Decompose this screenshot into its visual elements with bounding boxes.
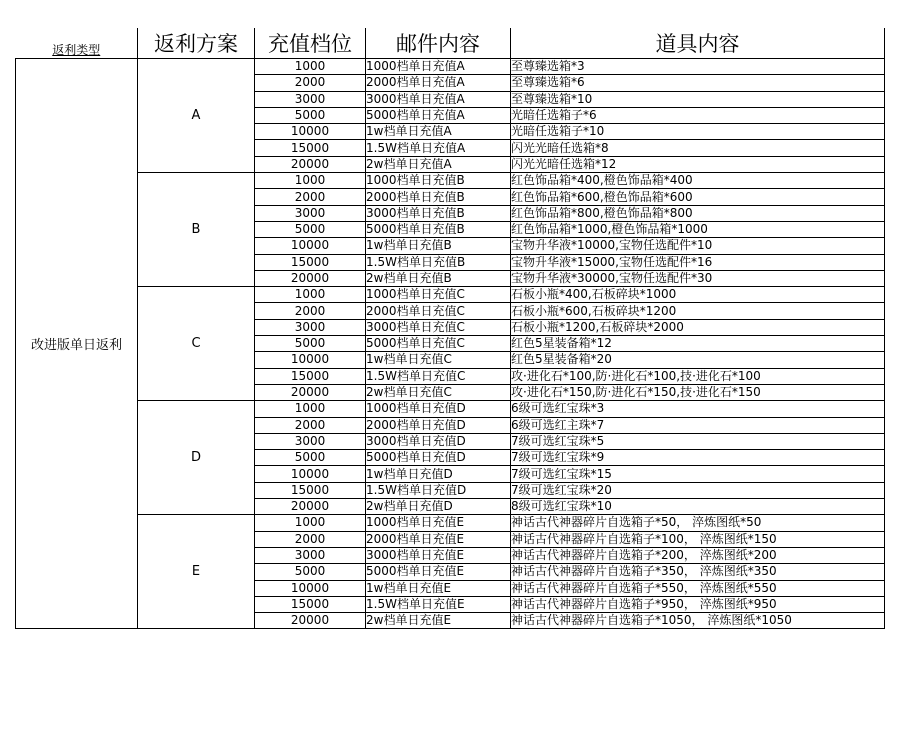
items-cell: 6级可选红主珠*7 [511, 417, 885, 433]
mail-cell: 2w档单日充值B [366, 270, 511, 286]
mail-cell: 1w档单日充值D [366, 466, 511, 482]
items-cell: 宝物升华液*30000,宝物任选配件*30 [511, 270, 885, 286]
mail-cell: 2w档单日充值E [366, 613, 511, 629]
items-cell: 石板小瓶*400,石板碎块*1000 [511, 287, 885, 303]
tier-cell: 3000 [255, 91, 366, 107]
tier-cell: 15000 [255, 596, 366, 612]
tier-cell: 1000 [255, 287, 366, 303]
tier-cell: 20000 [255, 156, 366, 172]
header-tier: 充值档位 [255, 28, 366, 59]
mail-cell: 1w档单日充值A [366, 124, 511, 140]
mail-cell: 1w档单日充值C [366, 352, 511, 368]
mail-cell: 5000档单日充值A [366, 107, 511, 123]
items-cell: 红色饰品箱*600,橙色饰品箱*600 [511, 189, 885, 205]
mail-cell: 3000档单日充值E [366, 547, 511, 563]
items-cell: 红色5星装备箱*12 [511, 336, 885, 352]
mail-cell: 5000档单日充值D [366, 450, 511, 466]
items-cell: 红色饰品箱*400,橙色饰品箱*400 [511, 173, 885, 189]
items-cell: 神话古代神器碎片自选箱子*950， 淬炼图纸*950 [511, 596, 885, 612]
tier-cell: 3000 [255, 547, 366, 563]
items-cell: 6级可选红宝珠*3 [511, 401, 885, 417]
items-cell: 红色饰品箱*1000,橙色饰品箱*1000 [511, 221, 885, 237]
mail-cell: 2w档单日充值A [366, 156, 511, 172]
tier-cell: 2000 [255, 531, 366, 547]
tier-cell: 2000 [255, 303, 366, 319]
table-row [16, 59, 885, 75]
tier-cell: 5000 [255, 450, 366, 466]
mail-cell: 3000档单日充值A [366, 91, 511, 107]
tier-cell: 5000 [255, 107, 366, 123]
tier-cell: 20000 [255, 613, 366, 629]
items-cell: 攻·进化石*150,防·进化石*150,技·进化石*150 [511, 384, 885, 400]
table-row [16, 287, 885, 303]
items-cell: 至尊臻选箱*10 [511, 91, 885, 107]
tier-cell: 1000 [255, 59, 366, 75]
items-cell: 闪光光暗任选箱*8 [511, 140, 885, 156]
mail-cell: 1.5W档单日充值B [366, 254, 511, 270]
items-cell: 神话古代神器碎片自选箱子*550， 淬炼图纸*550 [511, 580, 885, 596]
tier-cell: 3000 [255, 205, 366, 221]
tier-cell: 2000 [255, 189, 366, 205]
tier-cell: 15000 [255, 482, 366, 498]
tier-cell: 20000 [255, 384, 366, 400]
items-cell: 石板小瓶*600,石板碎块*1200 [511, 303, 885, 319]
tier-cell: 20000 [255, 499, 366, 515]
items-cell: 7级可选红宝珠*5 [511, 433, 885, 449]
mail-cell: 2000档单日充值B [366, 189, 511, 205]
plan-cell: B [138, 173, 255, 287]
items-cell: 7级可选红宝珠*9 [511, 450, 885, 466]
mail-cell: 1.5W档单日充值A [366, 140, 511, 156]
tier-cell: 1000 [255, 173, 366, 189]
header-plan: 返利方案 [138, 28, 255, 59]
plan-cell: C [138, 287, 255, 401]
items-cell: 闪光光暗任选箱*12 [511, 156, 885, 172]
mail-cell: 5000档单日充值B [366, 221, 511, 237]
tier-cell: 10000 [255, 124, 366, 140]
tier-cell: 1000 [255, 515, 366, 531]
tier-cell: 1000 [255, 401, 366, 417]
mail-cell: 2000档单日充值E [366, 531, 511, 547]
items-cell: 攻·进化石*100,防·进化石*100,技·进化石*100 [511, 368, 885, 384]
plan-cell: D [138, 401, 255, 515]
items-cell: 神话古代神器碎片自选箱子*1050， 淬炼图纸*1050 [511, 613, 885, 629]
tier-cell: 10000 [255, 580, 366, 596]
mail-cell: 2000档单日充值C [366, 303, 511, 319]
tier-cell: 15000 [255, 368, 366, 384]
items-cell: 8级可选红宝珠*10 [511, 499, 885, 515]
table-row [16, 173, 885, 189]
mail-cell: 1000档单日充值D [366, 401, 511, 417]
tier-cell: 2000 [255, 75, 366, 91]
items-cell: 神话古代神器碎片自选箱子*100， 淬炼图纸*150 [511, 531, 885, 547]
table-row [16, 515, 885, 531]
tier-cell: 5000 [255, 336, 366, 352]
tier-cell: 10000 [255, 466, 366, 482]
mail-cell: 1000档单日充值E [366, 515, 511, 531]
items-cell: 宝物升华液*10000,宝物任选配件*10 [511, 238, 885, 254]
mail-cell: 3000档单日充值C [366, 319, 511, 335]
mail-cell: 1000档单日充值C [366, 287, 511, 303]
mail-cell: 1000档单日充值A [366, 59, 511, 75]
tier-cell: 3000 [255, 319, 366, 335]
items-cell: 至尊臻选箱*6 [511, 75, 885, 91]
items-cell: 神话古代神器碎片自选箱子*200， 淬炼图纸*200 [511, 547, 885, 563]
plan-cell: E [138, 515, 255, 629]
items-cell: 7级可选红宝珠*20 [511, 482, 885, 498]
items-cell: 神话古代神器碎片自选箱子*350， 淬炼图纸*350 [511, 564, 885, 580]
plan-cell: A [138, 59, 255, 173]
tier-cell: 10000 [255, 238, 366, 254]
tier-cell: 2000 [255, 417, 366, 433]
items-cell: 7级可选红宝珠*15 [511, 466, 885, 482]
tier-cell: 15000 [255, 254, 366, 270]
header-mail: 邮件内容 [366, 28, 511, 59]
mail-cell: 1w档单日充值E [366, 580, 511, 596]
items-cell: 石板小瓶*1200,石板碎块*2000 [511, 319, 885, 335]
mail-cell: 2000档单日充值A [366, 75, 511, 91]
items-cell: 光暗任选箱子*6 [511, 107, 885, 123]
mail-cell: 2w档单日充值D [366, 499, 511, 515]
items-cell: 宝物升华液*15000,宝物任选配件*16 [511, 254, 885, 270]
header-row [16, 28, 885, 59]
mail-cell: 1000档单日充值B [366, 173, 511, 189]
items-cell: 神话古代神器碎片自选箱子*50， 淬炼图纸*50 [511, 515, 885, 531]
rebate-table [15, 28, 885, 629]
items-cell: 至尊臻选箱*3 [511, 59, 885, 75]
header-items: 道具内容 [511, 28, 885, 59]
header-rebate-type: 返利类型 [16, 28, 138, 59]
tier-cell: 15000 [255, 140, 366, 156]
tier-cell: 10000 [255, 352, 366, 368]
items-cell: 红色5星装备箱*20 [511, 352, 885, 368]
mail-cell: 1w档单日充值B [366, 238, 511, 254]
mail-cell: 1.5W档单日充值E [366, 596, 511, 612]
mail-cell: 1.5W档单日充值C [366, 368, 511, 384]
mail-cell: 2w档单日充值C [366, 384, 511, 400]
mail-cell: 3000档单日充值B [366, 205, 511, 221]
rebate-type-cell: 改进版单日返利 [16, 59, 138, 629]
tier-cell: 3000 [255, 433, 366, 449]
mail-cell: 1.5W档单日充值D [366, 482, 511, 498]
mail-cell: 5000档单日充值C [366, 336, 511, 352]
items-cell: 红色饰品箱*800,橙色饰品箱*800 [511, 205, 885, 221]
mail-cell: 2000档单日充值D [366, 417, 511, 433]
tier-cell: 5000 [255, 564, 366, 580]
mail-cell: 3000档单日充值D [366, 433, 511, 449]
tier-cell: 5000 [255, 221, 366, 237]
table-row [16, 401, 885, 417]
tier-cell: 20000 [255, 270, 366, 286]
mail-cell: 5000档单日充值E [366, 564, 511, 580]
items-cell: 光暗任选箱子*10 [511, 124, 885, 140]
